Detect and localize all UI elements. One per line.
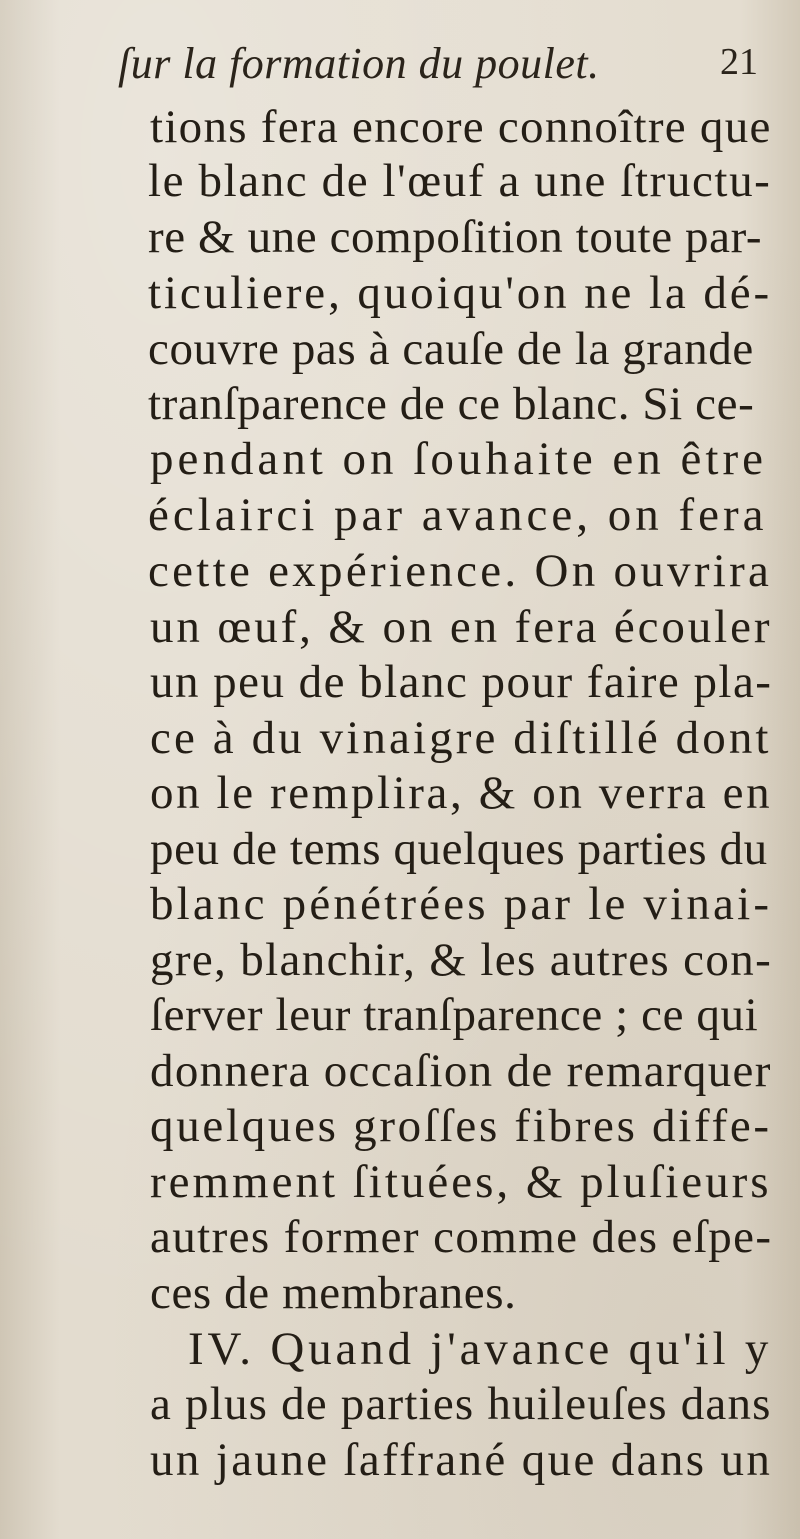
text-line: ce à du vinaigre diſtillé dont — [150, 712, 772, 764]
text-line: re & une compoſition toute par- — [148, 211, 763, 263]
text-line: on le remplira, & on verra en — [150, 767, 773, 819]
text-line: le blanc de l'œuf a une ſtructu- — [148, 155, 772, 207]
text-line: remment ſituées, & pluſieurs — [150, 1156, 772, 1208]
text-line: ticuliere, quoiqu'on ne la dé- — [148, 267, 773, 319]
text-line: blanc pénétrées par le vinai- — [150, 878, 773, 930]
text-line: autres former comme des eſpe- — [150, 1211, 773, 1263]
running-title: ſur la formation du poulet. — [118, 39, 600, 88]
text-line: a plus de parties huileuſes dans — [150, 1378, 772, 1430]
text-line: peu de tems quelques parties du — [150, 823, 768, 875]
text-line: éclairci par avance, on fera — [148, 489, 768, 541]
text-line: tions fera encore connoître que — [150, 101, 772, 153]
text-line: ſerver leur tranſparence ; ce qui — [150, 989, 759, 1041]
text-line: un jaune ſaffrané que dans un — [150, 1434, 773, 1486]
text-line: donnera occaſion de remarquer — [150, 1045, 772, 1097]
text-line: un peu de blanc pour faire pla- — [150, 656, 773, 708]
text-line: gre, blanchir, & les autres con- — [150, 934, 773, 986]
text-line: un œuf, & on en fera écouler — [150, 601, 773, 653]
text-line: pendant on ſouhaite en être — [150, 433, 767, 485]
text-line: tranſparence de ce blanc. Si ce- — [148, 378, 755, 430]
text-line: IV. Quand j'avance qu'il y — [188, 1323, 773, 1375]
text-line: ces de membranes. — [150, 1267, 517, 1319]
text-line: quelques groſſes fibres diffe- — [150, 1100, 772, 1152]
text-line: couvre pas à cauſe de la grande — [148, 323, 754, 375]
text-line: cette expérience. On ouvrira — [148, 545, 773, 597]
page-number: 21 — [720, 41, 758, 83]
